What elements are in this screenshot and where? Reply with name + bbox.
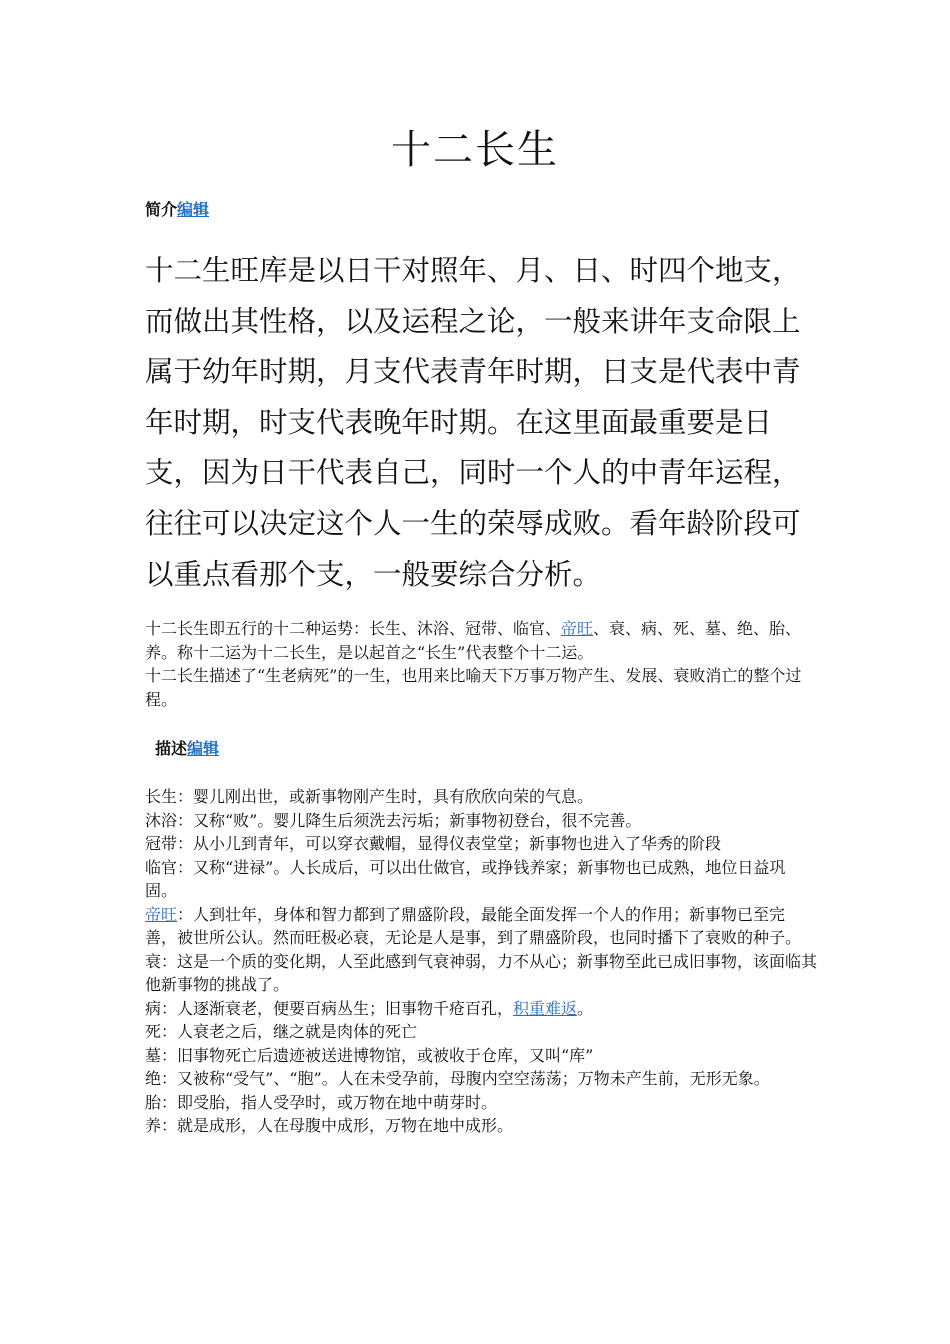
- describe-body: [145, 785, 817, 1138]
- intro-body: [145, 617, 817, 711]
- item-diwang-text: ：人到壮年，身体和智力都到了鼎盛阶段，最能全面发挥一个人的作用；新事物已至完善，被世所公认。然而旺极必衰，无论是人是事，到了鼎盛阶段，也同时播下了衰败的种子。: [145, 904, 802, 947]
- item-shuai: 衰：这是一个质的变化期，人至此感到气衰神弱，力不从心；新事物至此已成旧事物，该面临其他新事物的挑战了。: [145, 951, 818, 994]
- item-bing-tail: 。: [577, 998, 594, 1018]
- lead-text: 十二生旺库是以日干对照年、月、日、时四个地支，而做出其性格，以及运程之论，一般来讲年支命限上属于幼年时期，月支代表青年时期，日支是代表中青年时期，时支代表晚年时期。在这里面最重要是日支，因为日干代表自己，同时一个人的中青年运程，往往可以决定这个人一生的荣辱成败。看年龄阶段可以重点看那个支，一般要综合分析。: [145, 254, 801, 591]
- describe-edit-link[interactable]: 编辑: [187, 739, 220, 758]
- intro-heading-label: 简介: [145, 200, 178, 219]
- item-jue: 绝：又被称“受气”、“胞”。人在未受孕前，母腹内空空荡荡；万物未产生前，无形无象。: [145, 1069, 770, 1088]
- jizhongnanfan-link[interactable]: 积重难返: [513, 998, 578, 1018]
- item-mu: 墓：旧事物死亡后遗迹被送进博物馆，或被收于仓库，又叫“库”: [145, 1045, 594, 1065]
- intro-lead-paragraph: [145, 246, 815, 600]
- item-si: 死：人衰老之后，继之就是肉体的死亡: [145, 1022, 418, 1041]
- diwang-link[interactable]: 帝旺: [561, 619, 594, 638]
- intro-p1-tail: 、衰、病、死、墓、绝、胎、养。称十二运为十二长生，是以起首之“长生”代表整个十二运。: [145, 619, 802, 662]
- intro-paragraph-1: [145, 617, 817, 664]
- item-changsheng: 长生：婴儿刚出世，或新事物刚产生时，具有欣欣向荣的气息。: [145, 787, 594, 806]
- item-tai: 胎：即受胎，指人受孕时，或万物在地中萌芽时。: [145, 1092, 498, 1112]
- describe-heading-label: 描述: [155, 739, 188, 758]
- intro-paragraph-2: 十二长生描述了“生老病死”的一生，也用来比喻天下万事万物产生、发展、衰败消亡的整个过程。: [145, 666, 802, 709]
- item-linguan: 临官：又称“进禄”。人长成后，可以出仕做官，或挣钱养家；新事物也已成熟，地位日益巩固。: [145, 857, 786, 900]
- item-diwang-link[interactable]: 帝旺: [145, 904, 178, 924]
- intro-edit-link[interactable]: 编辑: [177, 200, 210, 219]
- item-bing-text: 病：人逐渐衰老，便要百病丛生；旧事物千疮百孔，: [145, 998, 514, 1018]
- describe-heading: [155, 737, 219, 761]
- item-muyu: 沐浴：又称“败”。婴儿降生后须洗去污垢；新事物初登台，很不完善。: [145, 810, 642, 830]
- intro-p1-text: 十二长生即五行的十二种运势：长生、沐浴、冠带、临官、: [145, 619, 562, 638]
- item-guandai: 冠带：从小儿到青年，可以穿衣戴帽，显得仪表堂堂；新事物也进入了华秀的阶段: [145, 834, 722, 853]
- item-yang: 养：就是成形，人在母腹中成形，万物在地中成形。: [145, 1116, 514, 1135]
- page-title: 十二长生: [391, 127, 559, 173]
- intro-heading: [145, 198, 209, 222]
- item-diwang: [145, 903, 817, 950]
- item-bing: [145, 997, 817, 1021]
